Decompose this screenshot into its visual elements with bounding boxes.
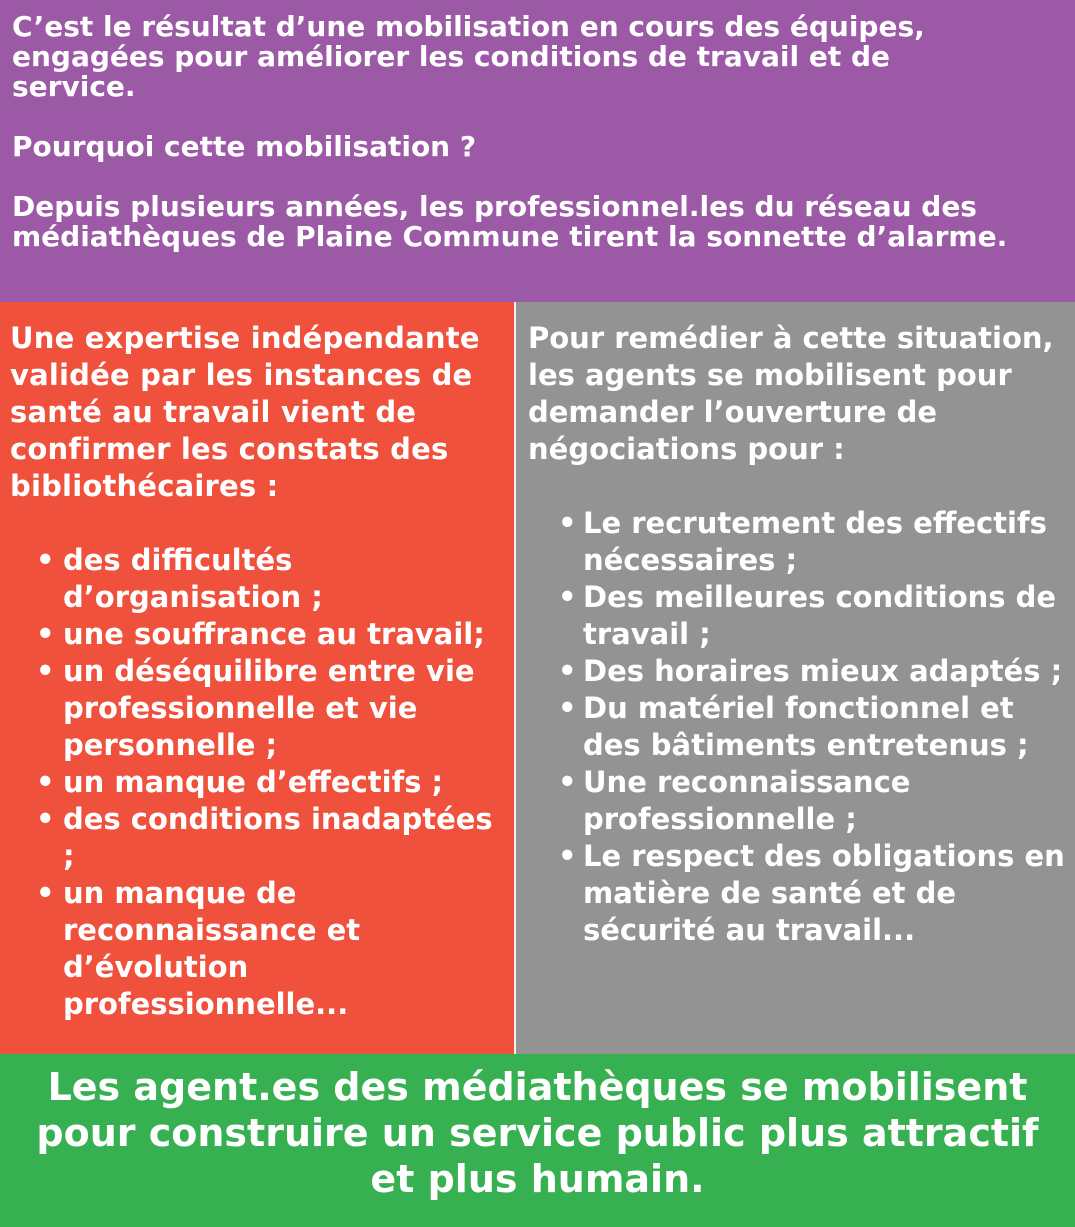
question-heading: Pourquoi cette mobilisation ? [12,130,477,163]
list-item: • Une reconnaissance professionnelle ; [528,764,1069,838]
intro-panel [0,0,1075,302]
findings-column [0,302,516,1054]
closing-statement: Les agent.es des médiathèques se mobilisent pour construire un service public plus attractif et plus humain. [36,1065,1039,1201]
list-item: • Des horaires mieux adaptés ; [528,653,1069,690]
demands-column [516,302,1075,1054]
demands-list [528,505,1069,949]
list-item: • Du matériel fonctionnel et des bâtiments entretenus ; [528,690,1069,764]
demands-intro: Pour remédier à cette situation, les agents se mobilisent pour demander l’ouverture de négociations pour : [528,321,1054,466]
list-item: • Le recrutement des effectifs nécessaires ; [528,505,1069,579]
list-item: • Le respect des obligations en matière de santé et de sécurité au travail... [528,838,1069,949]
closing-banner [0,1054,1075,1227]
list-item: • des difficultés d’organisation ; [10,542,510,616]
list-item: • une souffrance au travail; [10,616,510,653]
findings-intro: Une expertise indépendante validée par les instances de santé au travail vient de confirmer les constats des bibliothécaires : [10,321,480,503]
intro-paragraph: C’est le résultat d’une mobilisation en cours des équipes, engagées pour améliorer les conditions de travail et de service. [12,10,925,103]
findings-list [10,542,510,1023]
context-paragraph: Depuis plusieurs années, les professionnel.les du réseau des médiathèques de Plaine Commune tirent la sonnette d’alarme. [12,190,1008,253]
list-item: • un déséquilibre entre vie professionnelle et vie personnelle ; [10,653,510,764]
list-item: • des conditions inadaptées ; [10,801,510,875]
list-item: • Des meilleures conditions de travail ; [528,579,1069,653]
columns [0,302,1075,1054]
list-item: • un manque d’effectifs ; [10,764,510,801]
list-item: • un manque de reconnaissance et d’évolution professionnelle... [10,875,510,1023]
